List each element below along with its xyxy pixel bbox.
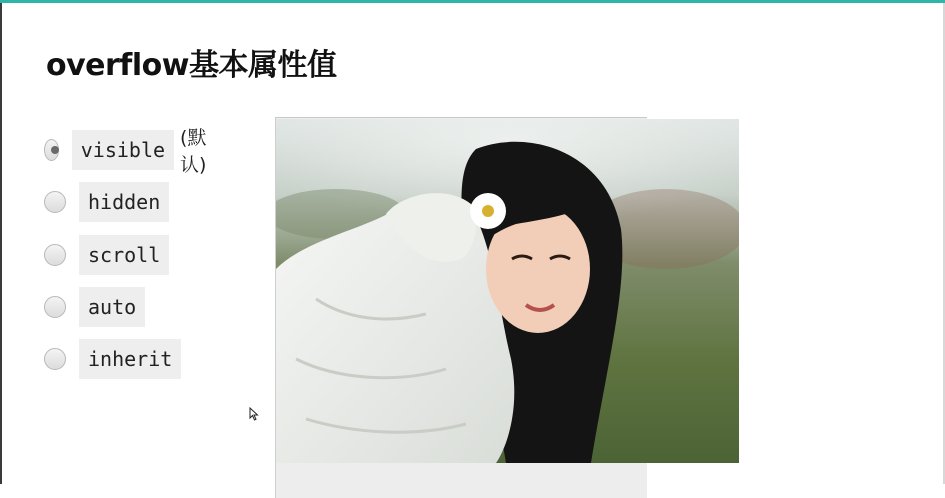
demo-photo (276, 119, 739, 463)
option-visible-label: visible (72, 130, 174, 170)
option-scroll[interactable] (44, 235, 169, 275)
photo-illustration (276, 119, 739, 463)
slide-title: overflow基本属性值 (46, 48, 337, 83)
radio-scroll[interactable] (44, 244, 66, 266)
left-edge-border (0, 3, 2, 484)
option-hidden[interactable] (44, 182, 169, 222)
option-visible-note: (默认) (180, 127, 207, 176)
option-auto[interactable] (44, 287, 145, 327)
option-scroll-label: scroll (79, 235, 169, 275)
radio-auto[interactable] (44, 296, 66, 318)
option-inherit[interactable] (44, 339, 181, 379)
radio-visible[interactable] (44, 139, 59, 161)
option-hidden-label: hidden (79, 182, 169, 222)
option-inherit-label: inherit (79, 339, 181, 379)
option-visible[interactable] (44, 127, 214, 176)
top-accent-bar (0, 0, 945, 3)
mouse-cursor-icon (249, 407, 259, 421)
option-auto-label: auto (79, 287, 145, 327)
radio-hidden[interactable] (44, 191, 66, 213)
radio-inherit[interactable] (44, 348, 66, 370)
